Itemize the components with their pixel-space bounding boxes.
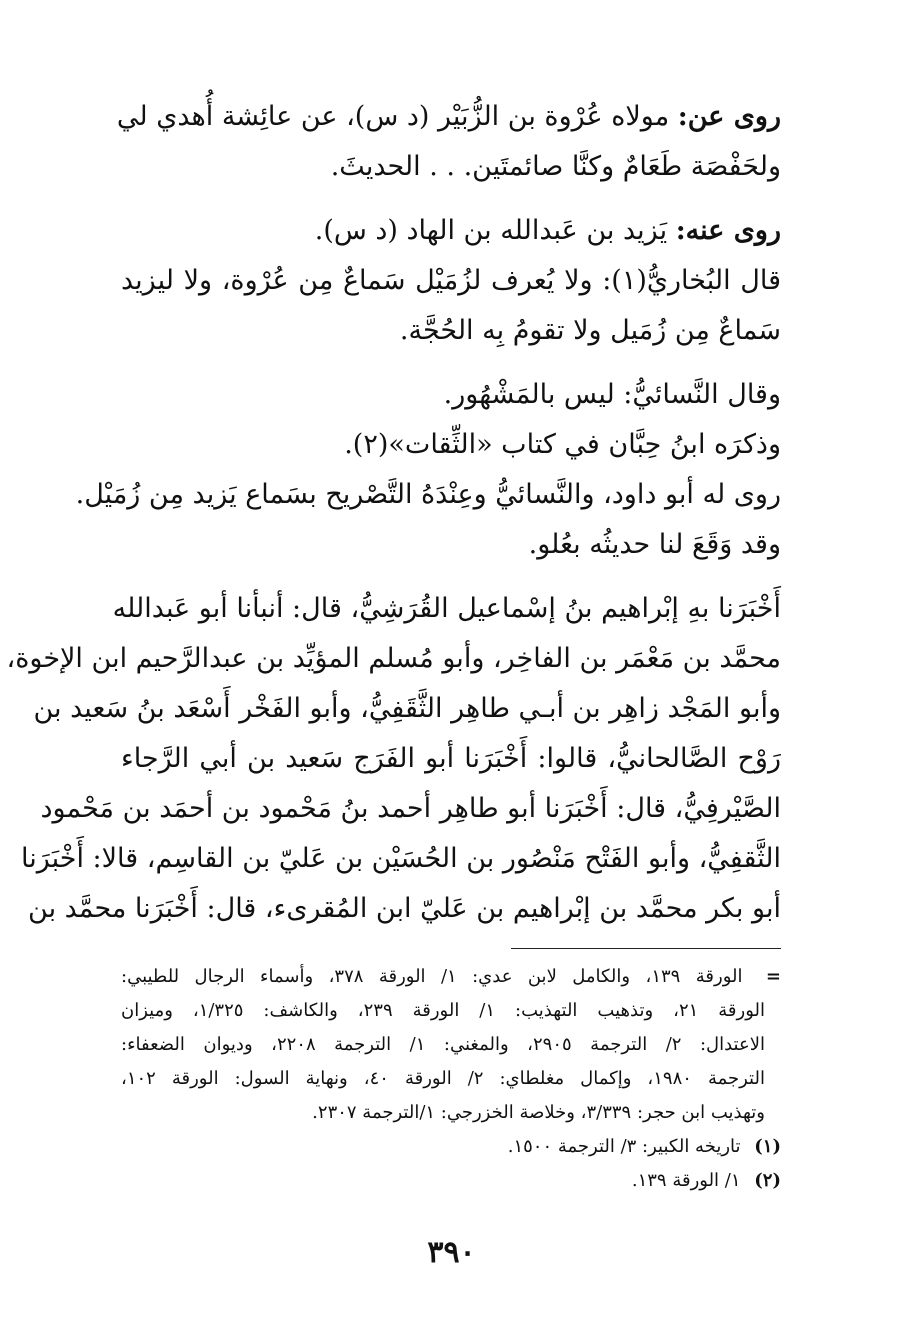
text-line: وأبو المَجْد زاهِر بن أبـي طاهِر الثَّقَفِيُّ، وأبو الفَخْر أَسْعَد بنُ سَعيد بن bbox=[33, 693, 781, 724]
footnote-line: الترجمة ١٩٨٠، وإكمال مغلطاي: ٢/ الورقة ٤٠، ونهاية السول: الورقة ١٠٢، bbox=[121, 1068, 765, 1089]
text-line: أبو بكر محمَّد بن إبْراهيم بن عَليّ ابن المُقرىء، قال: أَخْبَرَنا محمَّد بن bbox=[28, 893, 781, 924]
footnote-2 bbox=[121, 1164, 781, 1198]
paragraph-bukhari bbox=[121, 256, 781, 356]
page-number: ٣٩٠ bbox=[427, 1235, 476, 1270]
footnote-text: ١/ الورقة ١٣٩. bbox=[631, 1170, 741, 1191]
footnote-marker: (١) bbox=[754, 1136, 781, 1157]
footnote-line: وتهذيب ابن حجر: ٣/٣٣٩، وخلاصة الخزرجي: ١/الترجمة ٢٣٠٧. bbox=[312, 1102, 765, 1123]
section-label: روى عنه: bbox=[675, 215, 781, 246]
text-span: يَزيد بن عَبدالله بن الهاد (د س). bbox=[314, 215, 668, 246]
footnote-separator bbox=[511, 948, 781, 949]
text-line: الصَّيْرفِيُّ، قال: أَخْبَرَنا أبو طاهِر أحمد بنُ مَحْمود بن أحمَد بن مَحْمود bbox=[40, 793, 781, 824]
footnote-line: الاعتدال: ٢/ الترجمة ٢٩٠٥، والمغني: ١/ الترجمة ٢٢٠٨، وديوان الضعفاء: bbox=[121, 1034, 765, 1055]
footnote-1 bbox=[121, 1130, 781, 1164]
paragraph-isnad bbox=[6, 584, 781, 934]
paragraph-narrated-by bbox=[121, 206, 781, 256]
text-line: وقد وَقَعَ لنا حديثُه بعُلو. bbox=[528, 529, 781, 560]
footnote-text: الورقة ١٣٩، والكامل لابن عدي: ١/ الورقة ٣٧٨، وأسماء الرجال للطيبي: bbox=[121, 966, 743, 987]
footnotes bbox=[121, 960, 781, 1198]
section-label: روى عن: bbox=[677, 101, 781, 132]
text-line: روى له أبو داود، والنَّسائيُّ وعِنْدَهُ التَّصْريح بسَماع يَزيد مِن زُمَيْل. bbox=[75, 479, 781, 510]
text-line: رَوْح الصَّالحانيُّ، قالوا: أَخْبَرَنا أبو الفَرَج سَعيد بن أبي الرَّجاء bbox=[121, 743, 781, 774]
footnote-marker: (٢) bbox=[754, 1170, 781, 1191]
text-line: ولحَفْصَة طَعَامٌ وكنَّا صائمتَين. . . الحديثَ. bbox=[330, 151, 781, 182]
footnote-line bbox=[121, 960, 781, 994]
footnote-line: الورقة ٢١، وتذهيب التهذيب: ١/ الورقة ٢٣٩، والكاشف: ١/٣٢٥، وميزان bbox=[121, 1000, 766, 1021]
text-line: وقال النَّسائيُّ: ليس بالمَشْهُور. bbox=[443, 379, 781, 410]
main-text bbox=[6, 92, 781, 934]
text-line: أَخْبَرَنا بهِ إبْراهيم بنُ إسْماعيل القُرَشِيُّ، قال: أنبأنا أبو عَبدالله bbox=[112, 593, 781, 624]
text-line bbox=[121, 206, 781, 256]
footnote-text: تاريخه الكبير: ٣/ الترجمة ١٥٠٠. bbox=[507, 1136, 741, 1157]
paragraph-nasai bbox=[75, 370, 781, 570]
text-span: مولاه عُرْوة بن الزُّبَيْر (د س)، عن عائِشة أُهدي لي bbox=[116, 101, 670, 132]
text-line: سَماعٌ مِن زُمَيل ولا تقومُ بِه الحُجَّة. bbox=[399, 315, 781, 346]
text-line: محمَّد بن مَعْمَر بن الفاخِر، وأبو مُسلم المؤيِّد بن عبدالرَّحيم ابن الإخوة، bbox=[6, 643, 781, 674]
paragraph-narrated-from bbox=[116, 92, 781, 192]
continuation-marker: = bbox=[765, 966, 781, 987]
text-line: الثَّقفِيُّ، وأبو الفَتْح مَنْصُور بن الحُسَيْن بن عَليّ بن القاسِم، قالا: أَخْبَرَنا bbox=[20, 843, 781, 874]
text-line: قال البُخاريُّ(١): ولا يُعرف لزُمَيْل سَماعٌ مِن عُرْوة، ولا ليزيد bbox=[121, 265, 781, 296]
text-line bbox=[116, 92, 781, 142]
text-line: وذكرَه ابنُ حِبَّان في كتاب «الثِّقات»(٢). bbox=[344, 429, 781, 460]
